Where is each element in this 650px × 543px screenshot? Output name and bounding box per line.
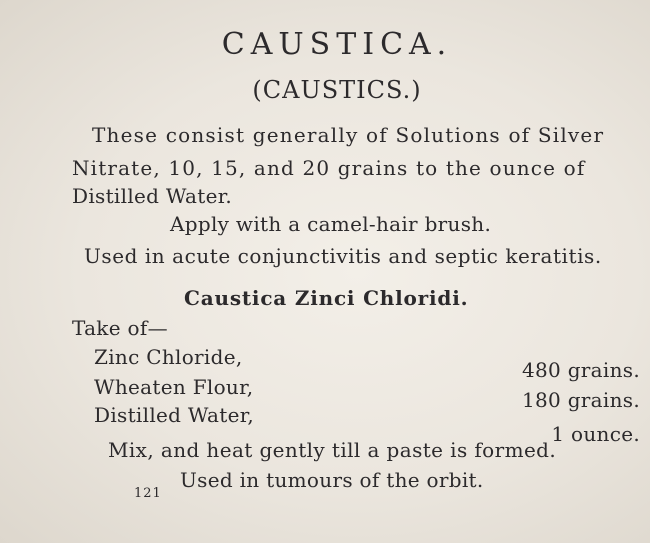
usage-text: Used in acute conjunctivitis and septic keratitis. [84, 244, 602, 268]
recipe-usage: Used in tumours of the orbit. [180, 468, 484, 492]
recipe-heading: Caustica Zinci Chloridi. [184, 286, 469, 310]
page-title: CAUSTICA. [221, 27, 453, 62]
intro-line-1: These consist generally of Solutions of Silver [92, 123, 605, 147]
ingredient-quantity: 1 ounce. [551, 422, 640, 446]
intro-line-3: Distilled Water. [72, 184, 233, 208]
page-number: 121 [134, 486, 162, 501]
intro-line-2: Nitrate, 10, 15, and 20 grains to the ounce of [72, 156, 586, 180]
ingredient-quantity: 180 grains. [521, 388, 640, 412]
application-text: Apply with a camel-hair brush. [170, 212, 492, 236]
recipe-instructions: Mix, and heat gently till a paste is formed. [108, 438, 557, 462]
take-of-label: Take of— [72, 316, 168, 340]
ingredient-name: Distilled Water, [94, 403, 255, 427]
page-subtitle: (CAUSTICS.) [252, 76, 422, 104]
ingredient-name: Zinc Chloride, [94, 345, 243, 369]
ingredient-name: Wheaten Flour, [94, 375, 254, 399]
ingredient-quantity: 480 grains. [521, 358, 640, 382]
